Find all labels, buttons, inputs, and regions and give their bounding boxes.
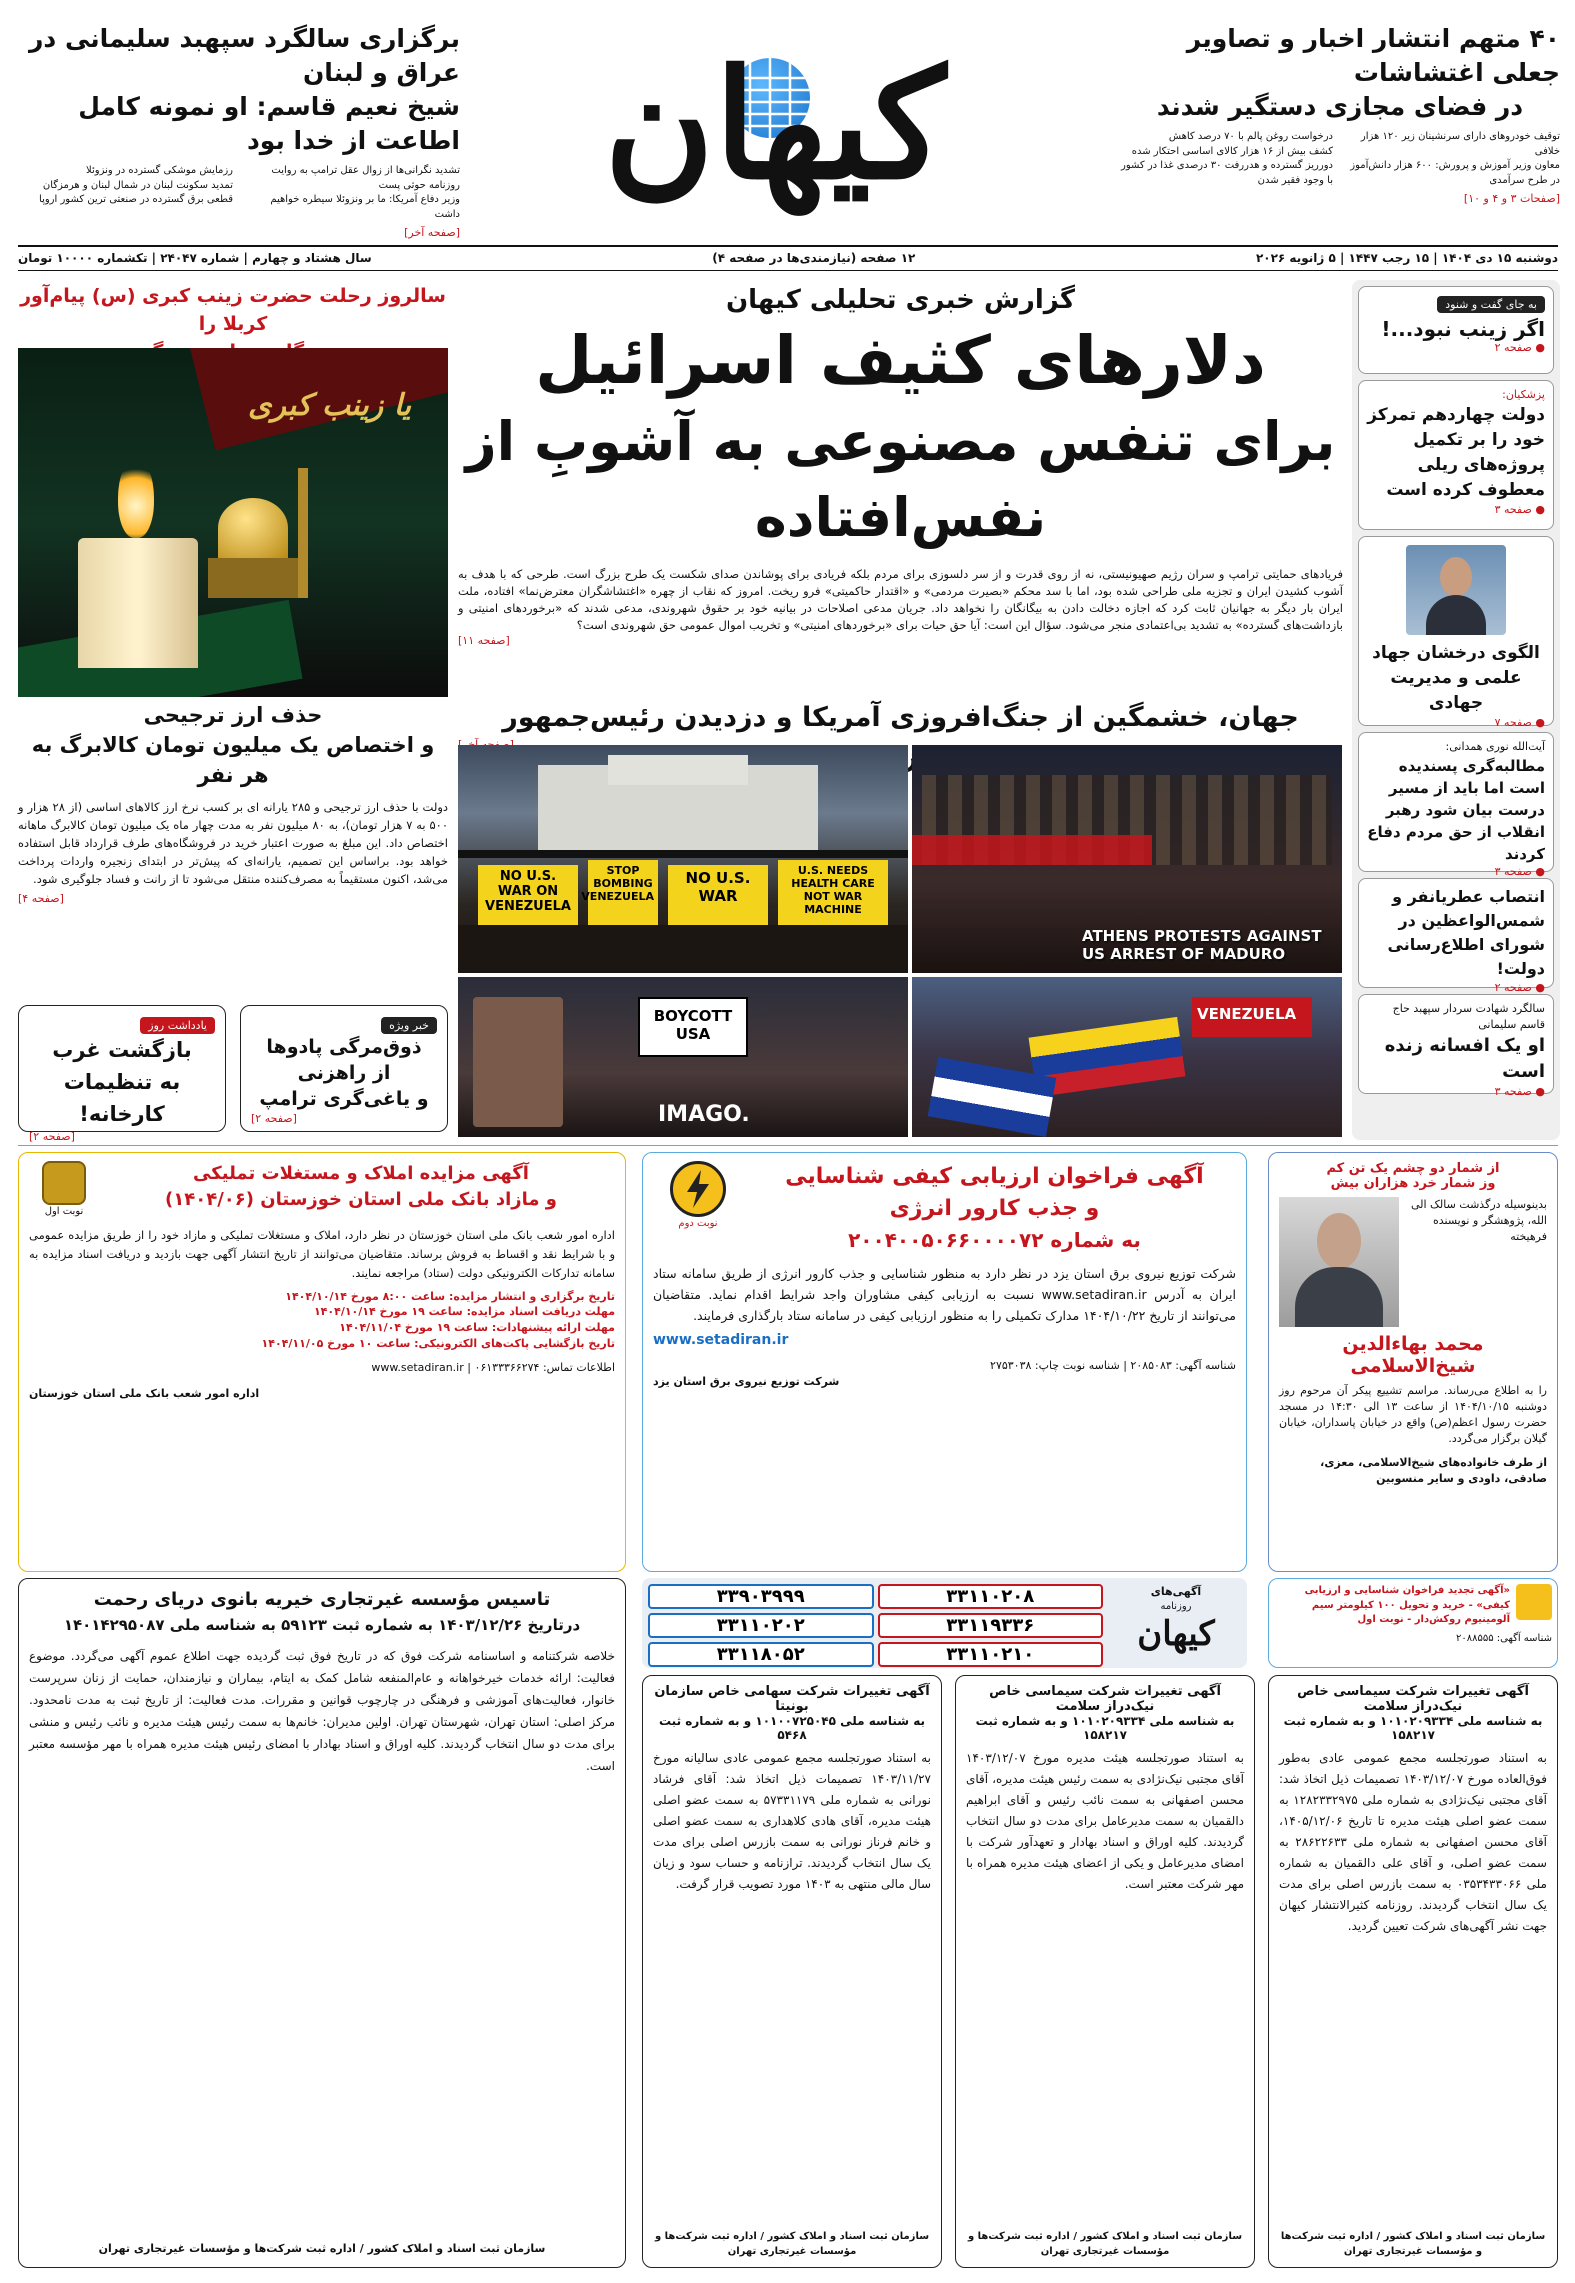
notice-signature: سازمان ثبت اسناد و املاک کشور / اداره ثبت شرکت‌ها و مؤسسات غیرتجاری تهران	[967, 2231, 1243, 2257]
power-website[interactable]: www.setadiran.ir	[653, 1332, 789, 1348]
masthead-right-bullet[interactable]: توقیف خودروهای دارای سرنشینان زیر ۱۲۰ هزار خلافی	[1360, 131, 1560, 157]
bank-title-2: و مازاد بانک ملی استان خوزستان (۱۴۰۴/۰۶)	[165, 1189, 557, 1210]
masthead-right-bullet[interactable]: درخواست روغن پالم با ۷۰ درصد کاهش	[1168, 131, 1333, 142]
mini-title: بازگشت غرب	[52, 1038, 192, 1062]
lead-title-1: دلارهای کثیف اسرائیل	[535, 322, 1266, 399]
sidebar-item[interactable]	[1358, 878, 1554, 994]
dateline-date: دوشنبه ۱۵ دی ۱۴۰۴ | ۱۵ رجب ۱۴۴۷ | ۵ ژانویه ۲۰۲۶	[1255, 251, 1558, 265]
dateline-issue: سال هشتاد و چهارم | شماره ۲۴۰۴۷ | تکشماره ۱۰۰۰۰ تومان	[18, 251, 372, 265]
protest-photo-venezuela-flags	[912, 977, 1342, 1137]
bank-melli-logo-icon	[42, 1161, 86, 1205]
masthead-left-bullet[interactable]: تمدید سکونت لبنان در شمال لبنان و هرمزگان	[42, 179, 233, 191]
newspaper-logo[interactable]	[560, 20, 990, 220]
notice-id: به شناسه ملی ۱۰۱۰۲۰۹۳۳۴ و به شماره ثبت ۱۵۸۲۱۷	[975, 1714, 1235, 1742]
condolence-calligraphy: یا زینب کبری	[248, 388, 412, 423]
notice-column[interactable]	[1268, 1675, 1558, 2268]
small-ad-text: «آگهی تجدید فراخوان شناسایی و ارزیابی کیفی» - خرید و تحویل ۱۰۰ کیلومتر سیم آلومینیوم روکش‌دار - نوبت اول	[1304, 1585, 1510, 1625]
charity-body: خلاصه شرکتنامه و اساسنامه شرکت فوق که در تاریخ فوق ثبت گردیده جهت اطلاع عموم آگهی می‌گردد. موضوع فعالیت: ارائه خدمات خیرخواهانه و عام‌المنفعه شامل کمک به ایتام، بیماران و نیازمندان، حمایت از زنان سرپرست خانوار، فعالیت‌های آموزشی و فرهنگی در چارچوب قوانین و مقررات. مدت فعالیت: از تاریخ ثبت به مدت نامحدود. مرکز اصلی: استان تهران، شهرستان تهران. اولین مدیران: خانم‌ها به سمت رئیس هیئت مدیره و نائب رئیس و منشی برای مدت دو سال انتخاب گردیدند. کلیه اوراق و اسناد بهادار با امضای رئیس هیئت مدیره همراه با مهر مؤسسه معتبر است.	[29, 1649, 615, 1773]
notice-id: به شناسه ملی ۱۰۱۰۰۷۲۵۰۴۵ و به شماره ثبت ۵۴۶۸	[658, 1714, 926, 1742]
sidebar-pageref: ● صفحه ۲	[1494, 981, 1545, 994]
sidebar-title: او یک افسانه زنده است	[1384, 1034, 1545, 1082]
electricity-logo-icon	[670, 1161, 726, 1217]
masthead-right-headline-2[interactable]: در فضای مجازی دستگیر شدند	[1156, 92, 1524, 121]
sidebar-item[interactable]	[1358, 286, 1554, 374]
obit-name-1: محمد بهاءالدین	[1342, 1333, 1484, 1355]
portrait-photo	[1406, 545, 1506, 635]
sidebar-title: دولت چهاردهم تمرکز خود را بر تکمیل پروژه‌های ریلی معطوف کرده است	[1367, 404, 1545, 500]
phone-number[interactable]: ۳۳۱۱۹۳۳۶	[878, 1613, 1104, 1638]
masthead-left-block	[20, 22, 460, 239]
sidebar-item[interactable]	[1358, 380, 1554, 530]
sidebar-pageref: ● صفحه ۷	[1494, 716, 1545, 729]
notice-signature: سازمان ثبت اسناد و املاک کشور / اداره ثبت شرکت‌ها و مؤسسات غیرتجاری تهران	[654, 2231, 930, 2257]
phone-number[interactable]: ۳۳۱۱۰۲۰۸	[878, 1584, 1104, 1609]
masthead-left-headline-1[interactable]: برگزاری سالگرد سپهبد سلیمانی در عراق و لبنان	[29, 24, 460, 87]
condolence-box	[18, 282, 448, 697]
bank-signature: اداره امور شعب بانک ملی استان خوزستان	[29, 1387, 260, 1401]
company-logo-icon	[1516, 1584, 1552, 1620]
currency-title-2: و اختصاص یک میلیون تومان کالابرگ به هر نفر	[31, 733, 435, 787]
mini-box-yaddasht[interactable]	[18, 1005, 226, 1143]
mini-title: و یاغی‌گری ترامپ	[259, 1088, 429, 1110]
mini-title: ذوق‌مرگی پادوها	[266, 1036, 422, 1058]
phone-number[interactable]: ۳۳۱۱۰۲۰۲	[648, 1613, 874, 1638]
notice-column[interactable]	[955, 1675, 1255, 2268]
masthead-left-bullet[interactable]: تشدید نگرانی‌ها از زوال عقل ترامپ به روایت روزنامه حوثی پست	[271, 165, 460, 191]
obit-portrait	[1279, 1197, 1399, 1327]
protest-photo-white-house	[458, 745, 908, 973]
currency-title-1: حذف ارز ترجیحی	[143, 703, 323, 727]
power-title-1: آگهی فراخوان ارزیابی کیفی شناسایی	[785, 1164, 1204, 1189]
bank-round: نوبت اول	[44, 1206, 84, 1217]
sidebar-item[interactable]	[1358, 732, 1554, 878]
masthead-right-bullet[interactable]: کشف بیش از ۱۶ هزار کالای اساسی احتکار شده	[1131, 145, 1333, 157]
masthead-right-block	[1120, 22, 1560, 227]
dateline-pages: ۱۲ صفحه (نیازمندی‌ها در صفحه ۴)	[712, 251, 916, 265]
bank-contact: اطلاعات تماس: ۰۶۱۳۳۳۶۶۲۷۴ | www.setadiran.ir	[371, 1361, 615, 1375]
masthead-right-bullet[interactable]: دورریز گسترده و هدررفت ۳۰ درصدی غذا در کشور با وجود فقیر شدن	[1120, 160, 1333, 186]
bank-date-line: مهلت ارائه پیشنهادات: ساعت ۱۹ مورخ ۱۴۰۴/۱۱/۰۴	[339, 1321, 615, 1335]
ad-phone-numbers[interactable]	[642, 1578, 1247, 1668]
photo-flag-text: VENEZUELA	[1197, 1005, 1297, 1023]
protest-sign-boycott: BOYCOTT USA	[638, 997, 748, 1057]
phones-label-mid: روزنامه	[1160, 1600, 1192, 1612]
notice-id: به شناسه ملی ۱۰۱۰۲۰۹۳۳۴ و به شماره ثبت ۱۵۸۲۱۷	[1283, 1714, 1543, 1742]
masthead-left-headline-2[interactable]: شیخ نعیم قاسم: او نمونه کامل اطاعت از خدا بود	[78, 92, 460, 155]
notice-title: آگهی تغییرات شرکت سیماسی خاص نیک‌دراز سلامت	[1297, 1684, 1529, 1714]
obit-title-2: وز شمار خرد هزاران بیش	[1330, 1176, 1496, 1191]
phones-logo: کیهان	[1137, 1614, 1215, 1655]
ad-bank-auction[interactable]	[18, 1152, 626, 1572]
condolence-line-1: سالروز رحلت حضرت زینب کبری (س) پیام‌آور کربلا را	[20, 285, 446, 335]
ad-charity-foundation[interactable]	[18, 1578, 626, 2268]
mini-tag: خبر ویژه	[381, 1017, 437, 1034]
phone-number[interactable]: ۳۳۹۰۳۹۹۹	[648, 1584, 874, 1609]
sidebar-title: انتصاب عطریانفر و شمس‌الواعظین در شورای اطلاع‌رسانی دولت!	[1387, 887, 1545, 978]
protest-sign: U.S. NEEDS HEALTH CARE NOT WAR MACHINE	[778, 860, 888, 930]
sidebar-pageref: ● صفحه ۲	[1494, 341, 1545, 354]
obit-name-2: شیخ‌الاسلامی	[1350, 1355, 1476, 1377]
mini-pageref: [صفحه ۲]	[29, 1130, 75, 1143]
lead-pageref[interactable]: [صفحه ۱۱]	[458, 634, 510, 647]
protest-photo-athens	[912, 745, 1342, 973]
sidebar-item[interactable]	[1358, 536, 1554, 729]
obit-body: را به اطلاع می‌رساند. مراسم تشییع پیکر آن مرحوم روز دوشنبه ۱۴۰۴/۱۰/۱۵ از ساعت ۱۳ الی ۱۴:۳۰ در مسجد حضرت رسول اعظم(ص) واقع در خیابان پاسداران، خیابان گیلان برگزار می‌گردد.	[1279, 1384, 1547, 1445]
dateline-bar	[18, 248, 1558, 268]
notice-title: آگهی تغییرات شرکت سیماسی خاص نیک‌دراز سلامت	[989, 1684, 1221, 1714]
condolence-image	[18, 348, 448, 697]
notice-body: به استناد صورتجلسه هیئت مدیره مورخ ۱۴۰۳/۱۲/۰۷ آقای مجتبی نیک‌نژادی به سمت رئیس هیئت مدیره، آقای محسن اصفهانی به سمت نائب رئیس و آقای ابراهیم دالقمیان به سمت مدیرعامل برای مدت دو سال انتخاب گردیدند. کلیه اوراق و اسناد بهادار و تعهدآور شرکت با امضای مدیرعامل و یکی از اعضای هیئت مدیره همراه با مهر شرکت معتبر است.	[966, 1751, 1244, 1891]
power-title-3: به شماره ۲۰۰۴۰۰۵۰۶۶۰۰۰۰۷۲	[848, 1228, 1141, 1252]
obit-family: از طرف خانواده‌های شیخ‌الاسلامی، معزی، صادقی، داودی و سایر منسوبین	[1320, 1455, 1547, 1485]
mini-title: از راهزنی	[297, 1062, 391, 1084]
mini-pageref: [صفحه ۲]	[251, 1112, 297, 1125]
masthead	[0, 0, 1575, 245]
mini-title: به تنظیمات کارخانه!	[63, 1070, 181, 1126]
sidebar-kicker: پزشکیان:	[1502, 388, 1545, 401]
phone-number[interactable]: ۳۳۱۱۰۲۱۰	[878, 1642, 1104, 1667]
notice-body: به استناد صورتجلسه مجمع عمومی عادی سالیانه مورخ ۱۴۰۳/۱۱/۲۷ تصمیمات ذیل اتخاذ شد: آقای فرشاد نورانی به شماره ملی ۵۷۳۳۱۱۷۹ به سمت عضو اصلی هیئت مدیره، آقای هادی کلاهداری به سمت عضو اصلی و خانم فرناز نورانی به سمت بازرس اصلی برای مدت یک سال انتخاب گردیدند. ترازنامه و حساب سود و زیان سال مالی منتهی به ۱۴۰۳ مورد تصویب قرار گرفت.	[653, 1751, 931, 1891]
photo-watermark: IMAGO.	[658, 1102, 750, 1127]
masthead-left-bullet[interactable]: قطعی برق گسترده در صنعتی ترین کشور اروپا	[39, 194, 233, 205]
masthead-left-bullet[interactable]: رزمایش موشکی گسترده در ونزوئلا	[86, 165, 233, 176]
logo-wordmark: کیهان	[604, 37, 946, 213]
power-body: شرکت توزیع نیروی برق استان یزد در نظر دارد به منظور شناسایی و جذب کارور انرژی از طریق سامانه ستاد ایران به آدرس www.setadiran.ir نسبت به ارزیابی کیفی مشاوران واجد شرایط اقدام نماید. متقاضیان می‌توانند از تاریخ ۱۴۰۴/۱۰/۲۲ مدارک تکمیلی را به منظور ارزیابی کیفی در سامانه ستاد بارگذاری فرمایند.	[653, 1266, 1236, 1323]
protest-sign	[473, 997, 563, 1127]
obit-intro: بدینوسیله درگذشت سالک الی الله، پژوهشگر و نویسنده فرهیخته	[1410, 1198, 1547, 1243]
sidebar-pageref: ● صفحه ۳	[1494, 1084, 1545, 1098]
small-ad-footer: شناسه آگهی: ۲۰۸۸۵۵۵	[1455, 1632, 1552, 1644]
lead-body: فریادهای حمایتی ترامپ و سران رژیم صهیونیستی، نه از روی قدرت و از سر دلسوزی برای مردم بلکه فریادی برای پوشاندن صدای شکست یک طرح بزرگ است. طرحی که با هدف به آشوب کشیدن ایران و تجزیه ملی طراحی شده بود، اما با سد محکم «بصیرت مردمی» و «اقتدار حاکمیتی» فرو ریخت. امروز که نقاب از چهره «اغتشاشگران معترض‌نما» افتاده، ملت ایران بار دیگر به جهانیان ثابت کرد که اجازه دخالت دادن به بیگانگان را نخواهد داد. جریان مدعی اصلاحات در بیانیه خود بر حقوق شهروندی، مدعی شدند که «برخوردهای امنیتی و بازداشت‌های گسترده» به تشدید بی‌اعتمادی منجر می‌شود. سؤال این است: آیا حق حیات برای «برخوردهای امنیتی» و تخریب اموال عمومی حق شهروندی است؟	[458, 567, 1343, 632]
masthead-right-bullet[interactable]: معاون وزیر آموزش و پرورش: ۶۰۰ هزار دانش‌آموز در طرح سرآمدی	[1350, 160, 1560, 186]
notice-body: به استناد صورتجلسه مجمع عمومی عادی به‌طور فوق‌العاده مورخ ۱۴۰۳/۱۲/۰۷ تصمیمات ذیل اتخاذ شد: آقای مجتبی نیک‌نژادی به شماره ملی ۱۲۸۲۳۳۲۹۷۵ به سمت عضو اصلی هیئت مدیره تا تاریخ ۱۴۰۵/۱۲/۰۶، آقای محسن اصفهانی به شماره ملی ۲۸۶۲۲۶۳۳ به سمت عضو اصلی، و آقای علی دالقمیان به شماره ملی ۰۳۵۳۴۳۳۰۶۶ به سمت بازرس اصلی برای مدت یک سال انتخاب گردیدند. روزنامه کثیرالانتشار کیهان جهت نشر آگهی‌های شرکت تعیین گردید.	[1279, 1751, 1548, 1933]
masthead-left-pageref[interactable]: [صفحه آخر]	[404, 226, 460, 239]
bank-title-1: آگهی مزایده املاک و مستغلات تملیکی	[193, 1163, 529, 1184]
currency-pageref[interactable]: [صفحه ۴]	[18, 892, 64, 905]
notice-signature: سازمان ثبت اسناد و املاک کشور / اداره ثبت شرکت‌ها و مؤسسات غیرتجاری تهران	[1280, 2231, 1546, 2257]
lead-kicker: گزارش خبری تحلیلی کیهان	[725, 285, 1076, 315]
currency-body: دولت با حذف ارز ترجیحی و ۲۸۵ یارانه ای بر کسب نرخ ارز کالاهای اساسی (از ۲۸ هزار و ۵۰۰ به ۷ هزار تومان)، به ۸۰ میلیون نفر به مدت چهار ماه یک میلیون تومان کالابرگ ماهانه اختصاص داد. این مبلغ به صورت اعتبار خرید در فروشگاه‌های طرف قرارداد قابل استفاده خواهد بود. براساس این تصمیم، یارانه‌ای که پیش‌تر در ابتدای زنجیره واردات پرداخت می‌شد، اکنون مستقیماً به مصرف‌کننده منتقل می‌شود تا از رانت و فساد جلوگیری شود.	[18, 800, 449, 886]
sidebar-title: الگوی درخشان جهاد علمی و مدیریت جهادی	[1372, 643, 1540, 713]
protest-sign: NO U.S. WAR ON VENEZUELA	[478, 865, 578, 925]
sidebar-kicker: به جای گفت و شنود	[1437, 296, 1545, 313]
phone-number[interactable]: ۳۳۱۱۸۰۵۲	[648, 1642, 874, 1667]
ad-obituary[interactable]	[1268, 1152, 1558, 1572]
sidebar-pageref: ● صفحه ۳	[1494, 502, 1545, 516]
mini-box-khabar-vizhe[interactable]	[240, 1005, 448, 1132]
protest-photo-boycott	[458, 977, 908, 1137]
power-title-2: و جذب کارور انرژی	[889, 1196, 1100, 1221]
protest-sign: NO U.S. WAR	[668, 865, 768, 930]
shrine-dome-icon	[218, 498, 288, 558]
masthead-left-bullet[interactable]: وزیر دفاع آمریکا: ما بر ونزوئلا سیطره خواهیم داشت	[270, 194, 460, 220]
charity-signature: سازمان ثبت اسناد و املاک کشور / اداره ثبت شرکت‌ها و مؤسسات غیرتجاری تهران	[98, 2242, 546, 2256]
masthead-right-pageref[interactable]: [صفحات ۳ و ۴ و ۱۰]	[1463, 192, 1560, 205]
currency-story[interactable]	[18, 700, 448, 985]
sidebar-title: مطالبه‌گری پسندیده است اما باید از مسیر درست بیان شود رهبر انقلاب از حق مردم دفاع کردند	[1367, 756, 1545, 863]
bank-date-line: مهلت دریافت اسناد مزایده: ساعت ۱۹ مورخ ۱۴۰۴/۱۰/۱۴	[313, 1305, 615, 1319]
sidebar-title: اگر زینب نبود...!	[1381, 317, 1545, 341]
ads-divider	[18, 1145, 1558, 1146]
photo-caption-banner: ATHENS PROTESTS AGAINST US ARREST OF MADURO	[1082, 927, 1322, 963]
notice-title: آگهی تغییرات شرکت سهامی خاص سازمان بونیتا	[654, 1684, 930, 1714]
obit-title-1: از شمار دو چشم یک تن کم	[1326, 1161, 1500, 1176]
sidebar-kicker: آیت‌الله نوری همدانی:	[1445, 740, 1545, 753]
sidebar	[1352, 280, 1560, 1140]
sidebar-item[interactable]	[1358, 994, 1554, 1098]
world-headline[interactable]: جهان، خشمگین از جنگ‌افروزی آمریکا و دزدیدن رئیس‌جمهور	[502, 702, 1299, 733]
sidebar-pageref: ● صفحه ۳	[1494, 864, 1545, 878]
charity-title: تاسیس مؤسسه غیرتجاری خیریه بانوی دریای رحمت	[93, 1589, 551, 1610]
lead-title-2: برای تنفس مصنوعی به آشوبِ از نفس‌افتاده	[465, 410, 1336, 549]
ad-small-promo[interactable]	[1268, 1578, 1558, 1668]
dateline-top-rule	[18, 245, 1558, 247]
lead-story[interactable]	[458, 282, 1343, 692]
bank-body: اداره امور شعب بانک ملی استان خوزستان در نظر دارد، املاک و مستغلات تملیکی و مازاد خود را از طریق مزایده عمومی و با شرایط نقد و اقساط به فروش برساند. متقاضیان می‌توانند از تاریخ انتشار آگهی جهت بازدید و دریافت اسناد مزایده به سامانه تدارکات الکترونیکی دولت (ستاد) مراجعه نمایند.	[29, 1227, 615, 1280]
power-round: نوبت دوم	[678, 1218, 718, 1229]
power-footer: شناسه آگهی: ۲۰۸۵۰۸۳ | شناسه نوبت چاپ: ۲۷۵۳۰۳۸	[990, 1359, 1236, 1372]
power-signature: شرکت توزیع نیروی برق استان یزد	[653, 1374, 840, 1388]
protest-sign: STOP BOMBING VENEZUELA	[588, 860, 658, 930]
sidebar-kicker: سالگرد شهادت سردار سپهبد حاج قاسم سلیمانی	[1392, 1002, 1545, 1031]
notice-column[interactable]	[642, 1675, 942, 2268]
ad-power-company[interactable]	[642, 1152, 1247, 1572]
charity-subtitle: درتاریخ ۱۴۰۳/۱۲/۲۶ به شماره ثبت ۵۹۱۲۳ به شناسه ملی ۱۴۰۱۴۲۹۵۰۸۷	[63, 1616, 581, 1634]
mini-tag: یادداشت روز	[140, 1017, 215, 1034]
phones-label-top: آگهی‌های	[1150, 1585, 1202, 1598]
bank-date-line: تاریخ بازگشایی پاکت‌های الکترونیکی: ساعت ۱۰ مورخ ۱۴۰۴/۱۱/۰۵	[261, 1337, 615, 1351]
masthead-right-headline-1[interactable]: ۴۰ متهم انتشار اخبار و تصاویر جعلی اغتشاشات	[1186, 24, 1560, 87]
dateline-bottom-rule	[18, 270, 1558, 271]
bank-date-line: تاریخ برگزاری و انتشار مزایده: ساعت ۸:۰۰ مورخ ۱۴۰۴/۱۰/۱۴	[285, 1289, 615, 1303]
candle-flame-icon	[118, 458, 154, 538]
